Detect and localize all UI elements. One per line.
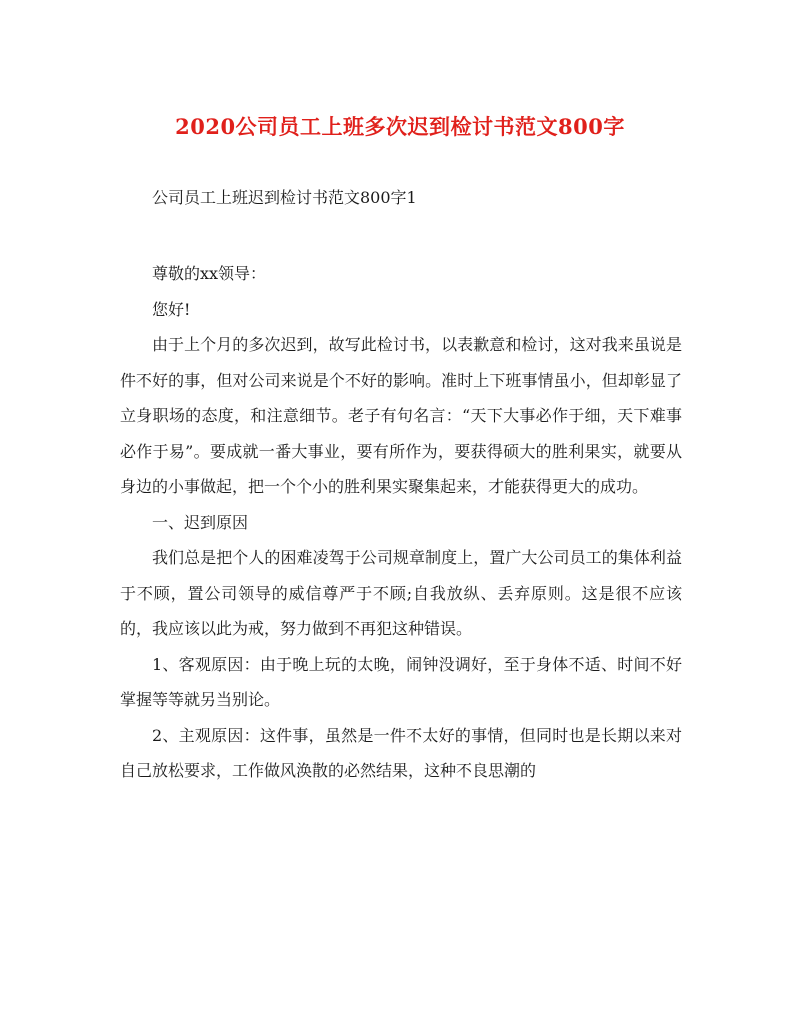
- paragraph-objective-reason: 1、客观原因：由于晚上玩的太晚，闹钟没调好，至于身体不适、时间不好掌握等等就另当别论。: [120, 654, 682, 709]
- salutation: 尊敬的xx领导：: [152, 264, 267, 283]
- paragraph-subjective-reason: 2、主观原因：这件事，虽然是一件不太好的事情，但同时也是长期以来对自己放松要求，工作做风涣散的必然结果，这种不良思潮的: [120, 725, 682, 780]
- paragraph-intro: 由于上个月的多次迟到，故写此检讨书，以表歉意和检讨，这对我来虽说是件不好的事，但对公司来说是个不好的影响。准时上下班事情虽小，但却彰显了立身职场的态度，和注意细节。老子有句名言：“天下大事必作于细，天下难事必作于易”。要成就一番大事业，要有所作为，要获得硕大的胜利果实，就要从身边的小事做起，把一个个小的胜利果实聚集起来，才能获得更大的成功。: [120, 335, 682, 496]
- document-subtitle: 公司员工上班迟到检讨书范文800字1: [152, 188, 417, 207]
- paragraph-reasons: 我们总是把个人的困难凌驾于公司规章制度上，置广大公司员工的集体利益于不顾，置公司领导的威信尊严于不顾;自我放纵、丢弃原则。这是很不应该的，我应该以此为戒，努力做到不再犯这种错误。: [120, 548, 682, 638]
- greeting: 您好!: [152, 299, 191, 319]
- document-body: [120, 256, 682, 789]
- document-title: 2020公司员工上班多次迟到检讨书范文800字: [175, 114, 625, 139]
- section-heading-reasons: 一、迟到原因: [152, 512, 249, 532]
